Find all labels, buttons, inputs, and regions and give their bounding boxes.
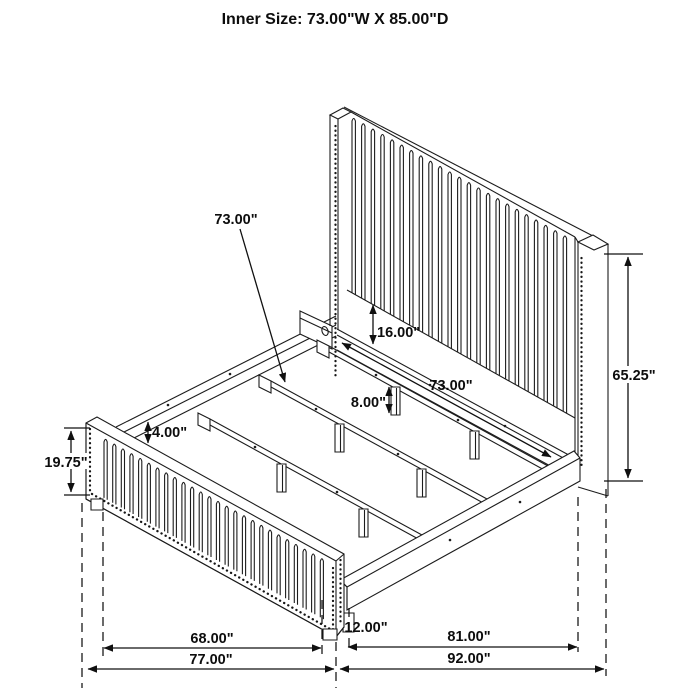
headboard-channels bbox=[352, 119, 567, 414]
footboard-left-foot bbox=[91, 499, 103, 510]
headboard bbox=[330, 107, 608, 496]
dim-side-gap: 12.00" bbox=[344, 620, 388, 636]
footboard-right-foot bbox=[323, 629, 337, 640]
dim-footboard-height: 19.75" bbox=[44, 455, 88, 471]
dim-footboard-overall-width: 77.00" bbox=[189, 652, 233, 668]
dim-rail-length: 81.00" bbox=[447, 629, 491, 645]
footboard bbox=[86, 417, 344, 640]
dim-headboard-height: 65.25" bbox=[612, 368, 656, 384]
dim-headboard-clearance: 16.00" bbox=[377, 325, 421, 341]
dim-inner-width: 73.00" bbox=[429, 378, 473, 394]
left-side-rail bbox=[116, 311, 336, 438]
page-title: Inner Size: 73.00"W X 85.00"D bbox=[221, 11, 449, 28]
dim-rail-inset: 4.00" bbox=[152, 425, 188, 441]
dim-leg-height: 8.00" bbox=[350, 395, 386, 411]
right-side-rail bbox=[340, 451, 580, 632]
dim-footboard-inner-width: 68.00" bbox=[190, 631, 234, 647]
dim-overall-depth: 92.00" bbox=[447, 651, 491, 667]
dim-slat-length: 73.00" bbox=[214, 212, 258, 228]
